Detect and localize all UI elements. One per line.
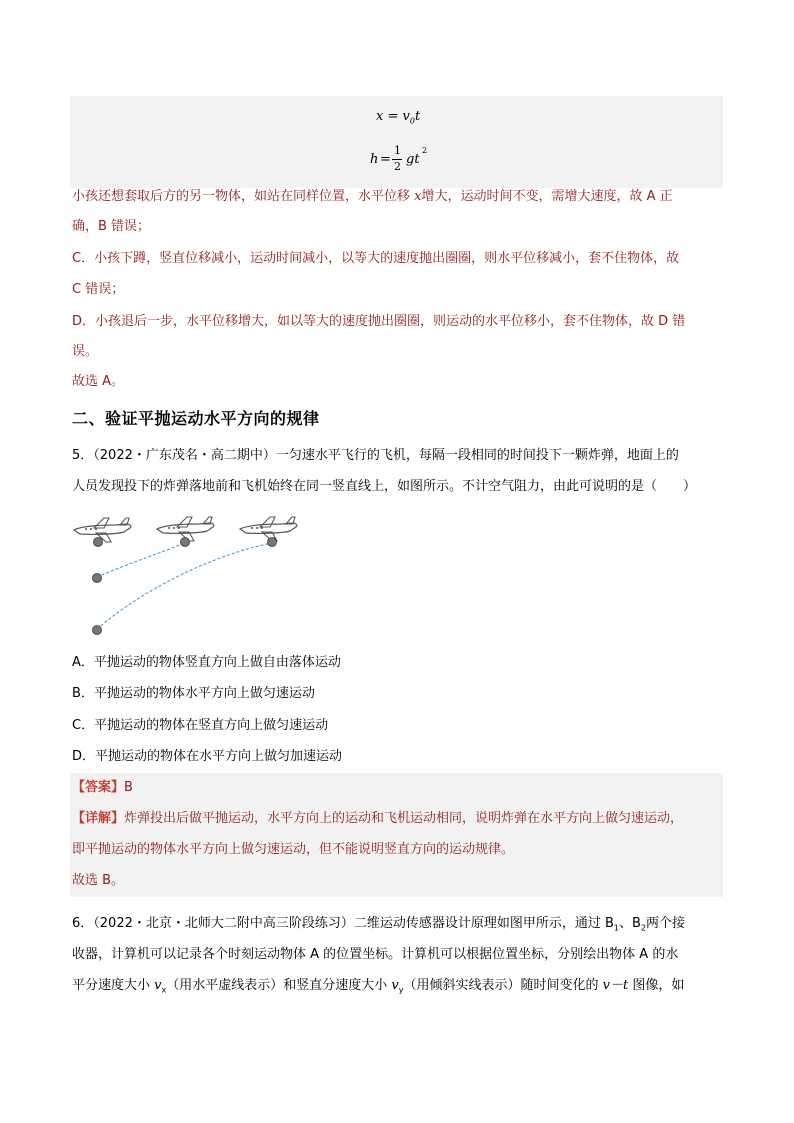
q6-sub1: 1 xyxy=(613,923,620,933)
q6-line3d: 图像，如 xyxy=(628,978,685,993)
q6-vy-sub: y xyxy=(398,985,404,995)
q5-detail-line-1 xyxy=(72,811,683,827)
q6-line3b: （用水平虚线表示）和竖直分速度大小 xyxy=(166,978,392,993)
formula-h-lhs: h xyxy=(370,152,379,167)
trajectory-curve-1 xyxy=(97,543,184,577)
formula-h-eq: = xyxy=(380,152,391,167)
q6-line1b: 、B xyxy=(619,916,641,931)
formula-x xyxy=(376,109,420,126)
formula-h-den: 2 xyxy=(394,160,401,173)
solution-line-5: D．小孩退后一步，水平位移增大，如以等大的速度抛出圈圈，则运动的水平位移小，套不住物体，故 D 错 xyxy=(72,314,686,329)
answer-background xyxy=(70,773,723,897)
solution-line-3: C．小孩下蹲，竖直位移减小，运动时间减小，以等大的速度抛出圈圈，则水平位移减小，套不住物体，故 xyxy=(72,251,680,266)
solution-line-1b: 增大，运动时间不变，需增大速度，故 A 正 xyxy=(421,189,673,204)
bomb-2 xyxy=(181,538,190,547)
plane-1-icon xyxy=(74,518,131,542)
q6-line1a: 6．（2022・北京・北师大二附中高三阶段练习）二维运动传感器设计原理如图甲所示，通过 B xyxy=(72,916,614,931)
answer-value: B xyxy=(124,780,133,795)
bomb-5 xyxy=(93,626,102,635)
q6-vx-sub: x xyxy=(161,985,167,995)
q5-option-c: C．平抛运动的物体在竖直方向上做匀速运动 xyxy=(72,718,329,733)
solution-var-x: x xyxy=(414,189,422,204)
detail-text-1: 炸弹投出后做平抛运动，水平方向上的运动和飞机运动相同，说明炸弹在水平方向上做匀速运动， xyxy=(124,811,684,826)
q5-stem-line-2: 人员发现投下的炸弹落地前和飞机始终在同一竖直线上，如图所示。不计空气阻力，由此可说明的是（ ） xyxy=(72,479,697,494)
solution-line-6: 误。 xyxy=(72,344,99,359)
q6-line1c: 两个接 xyxy=(646,916,686,931)
q5-detail-line-2: 即平抛运动的物体水平方向上做匀速运动，但不能说明竖直方向的运动规律。 xyxy=(72,842,515,857)
q6-stem-line-1 xyxy=(72,916,685,937)
detail-tag: 【详解】 xyxy=(72,811,125,826)
q5-option-a: A．平抛运动的物体竖直方向上做自由落体运动 xyxy=(72,655,341,670)
formula-h-exp: 2 xyxy=(422,146,428,155)
q6-stem-line-2: 收器，计算机可以记录各个时刻运动物体 A 的位置坐标。计算机可以根据位置坐标，分别绘出物体 A 的水 xyxy=(72,947,679,962)
q5-option-d: D．平抛运动的物体在水平方向上做匀加速运动 xyxy=(72,749,343,764)
q5-answer xyxy=(72,780,133,796)
solution-line-1a: 小孩还想套取后方的另一物体，如站在同样位置，水平位移 xyxy=(72,189,415,204)
formula-x-t: t xyxy=(414,109,421,124)
formula-x-lhs: x xyxy=(376,109,384,124)
bomb-3 xyxy=(268,538,277,547)
formula-x-v: v xyxy=(402,109,410,124)
q6-vt: v－t xyxy=(602,978,629,993)
plane-3-icon xyxy=(240,517,297,541)
q5-figure xyxy=(72,510,312,640)
q6-line3c: （用倾斜实线表示）随时间变化的 xyxy=(403,978,603,993)
formula-h-num: 1 xyxy=(394,144,401,157)
solution-line-1 xyxy=(72,189,673,205)
q6-stem-line-3 xyxy=(72,978,684,999)
q5-stem-line-1: 5．（2022・广东茂名・高二期中）一匀速水平飞行的飞机，每隔一段相同的时间投下一颗炸弹，地面上的 xyxy=(72,448,679,463)
q6-line3a: 平分速度大小 xyxy=(72,978,155,993)
section-heading: 二、验证平抛运动水平方向的规律 xyxy=(72,409,320,428)
formula-x-sub: 0 xyxy=(409,116,415,126)
formula-x-eq: = xyxy=(387,109,399,124)
answer-tag: 【答案】 xyxy=(72,780,125,795)
solution-line-7: 故选 A。 xyxy=(72,374,125,389)
q5-conclusion: 故选 B。 xyxy=(72,873,125,888)
q6-sub2: 2 xyxy=(640,923,647,933)
formula-h-gt: gt xyxy=(406,152,420,167)
solution-line-2: 确，B 错误； xyxy=(72,219,151,234)
trajectory-curve-2 xyxy=(97,543,272,629)
q5-option-b: B．平抛运动的物体水平方向上做匀速运动 xyxy=(72,686,315,701)
bomb-4 xyxy=(93,574,102,583)
solution-line-4: C 错误； xyxy=(72,282,125,297)
q6-vy-v: v xyxy=(391,978,399,993)
bomb-1 xyxy=(94,538,103,547)
q6-vx-v: v xyxy=(154,978,162,993)
